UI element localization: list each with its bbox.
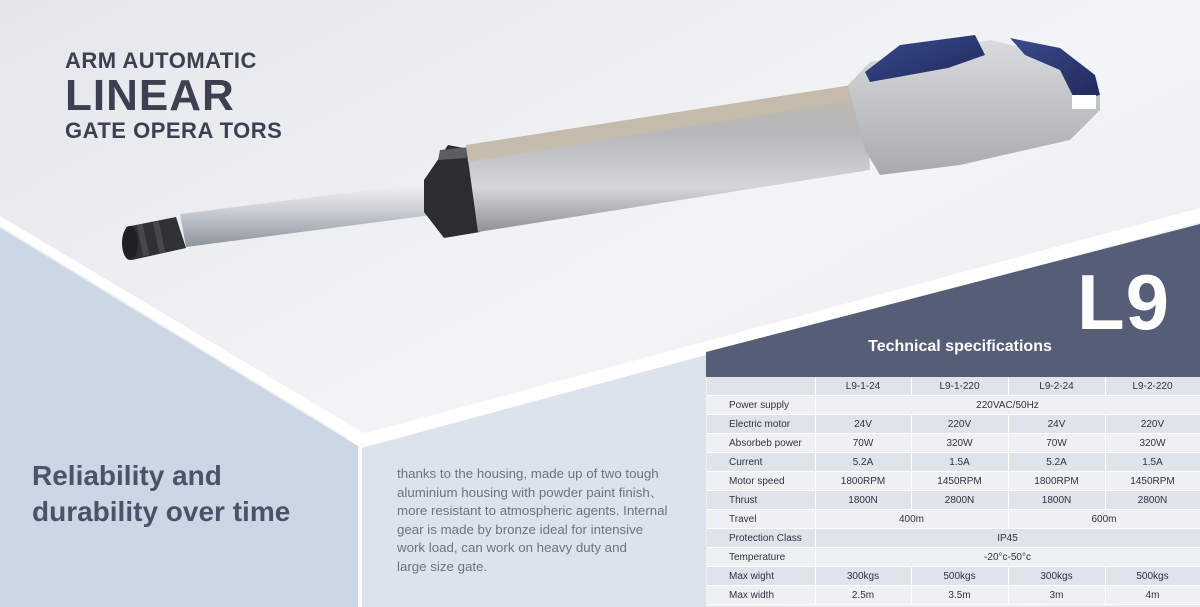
description-line: work load, can work on heavy duty and — [397, 540, 627, 556]
table-row — [707, 434, 1200, 453]
cell: 1800N — [815, 491, 911, 510]
cell: 500kgs — [1105, 567, 1200, 586]
row-label: Electric motor — [707, 415, 815, 434]
row-label: Absorbeb power — [707, 434, 815, 453]
tagline-line-1: Reliability and — [32, 460, 222, 491]
row-label: Power supply — [707, 396, 815, 415]
description-line: gear is made by bronze ideal for intensive — [397, 521, 644, 537]
cell: 220VAC/50Hz — [815, 396, 1200, 415]
table-row — [707, 567, 1200, 586]
headline — [65, 48, 282, 144]
cell: 5.2A — [815, 453, 911, 472]
specs-header-row — [707, 377, 1200, 396]
row-label: Max wight — [707, 567, 815, 586]
cell: 2800N — [911, 491, 1008, 510]
cell: 1.5A — [911, 453, 1008, 472]
headline-line-1: ARM AUTOMATIC — [65, 48, 257, 73]
cell: 1.5A — [1105, 453, 1200, 472]
cell: 600m — [1008, 510, 1200, 529]
product-description — [397, 465, 677, 577]
model-name: L9 — [1076, 258, 1170, 346]
cell: 2.5m — [815, 586, 911, 605]
cell: 320W — [1105, 434, 1200, 453]
row-label: Temperature — [707, 548, 815, 567]
table-row — [707, 510, 1200, 529]
specs-title: Technical specifications — [868, 338, 1052, 355]
cell: 1450RPM — [911, 472, 1008, 491]
cell: IP45 — [815, 529, 1200, 548]
cell: 1800RPM — [815, 472, 911, 491]
row-label: Travel — [707, 510, 815, 529]
cell: 300kgs — [1008, 567, 1105, 586]
table-row — [707, 586, 1200, 605]
column-header: L9-1-24 — [815, 377, 911, 396]
cell: 220V — [911, 415, 1008, 434]
cell: 220V — [1105, 415, 1200, 434]
cell: 320W — [911, 434, 1008, 453]
cell: 24V — [815, 415, 911, 434]
cell: 300kgs — [815, 567, 911, 586]
cell: 1800N — [1008, 491, 1105, 510]
column-header: L9-2-24 — [1008, 377, 1105, 396]
headline-line-2: LINEAR — [65, 71, 235, 120]
row-label: Motor speed — [707, 472, 815, 491]
cell: 4m — [1105, 586, 1200, 605]
cell: 1800RPM — [1008, 472, 1105, 491]
cell: 500kgs — [911, 567, 1008, 586]
table-row — [707, 472, 1200, 491]
cell: 2800N — [1105, 491, 1200, 510]
description-line: large size gate. — [397, 558, 488, 574]
table-row — [707, 491, 1200, 510]
table-row — [707, 453, 1200, 472]
cell: 5.2A — [1008, 453, 1105, 472]
cell: -20°c-50°c — [815, 548, 1200, 567]
description-line: aluminium housing with powder paint finish、 — [397, 484, 664, 500]
headline-line-3: GATE OPERA TORS — [65, 118, 283, 143]
row-label: Max width — [707, 586, 815, 605]
cell: 3m — [1008, 586, 1105, 605]
description-line: more resistant to atmospheric agents. Internal — [397, 503, 668, 519]
column-header: L9-2-220 — [1105, 377, 1200, 396]
cell: 3.5m — [911, 586, 1008, 605]
row-label: Protection Class — [707, 529, 815, 548]
row-label: Current — [707, 453, 815, 472]
header-blank — [707, 377, 815, 396]
table-row — [707, 396, 1200, 415]
column-header: L9-1-220 — [911, 377, 1008, 396]
cell: 70W — [815, 434, 911, 453]
tagline-line-2: durability over time — [32, 496, 291, 527]
cell: 1450RPM — [1105, 472, 1200, 491]
cell: 400m — [815, 510, 1008, 529]
specs-table — [707, 377, 1200, 605]
table-row — [707, 548, 1200, 567]
table-row — [707, 415, 1200, 434]
row-label: Thrust — [707, 491, 815, 510]
tagline — [32, 458, 332, 530]
cell: 70W — [1008, 434, 1105, 453]
cell: 24V — [1008, 415, 1105, 434]
table-row — [707, 529, 1200, 548]
description-line: thanks to the housing, made up of two tough — [397, 466, 659, 481]
